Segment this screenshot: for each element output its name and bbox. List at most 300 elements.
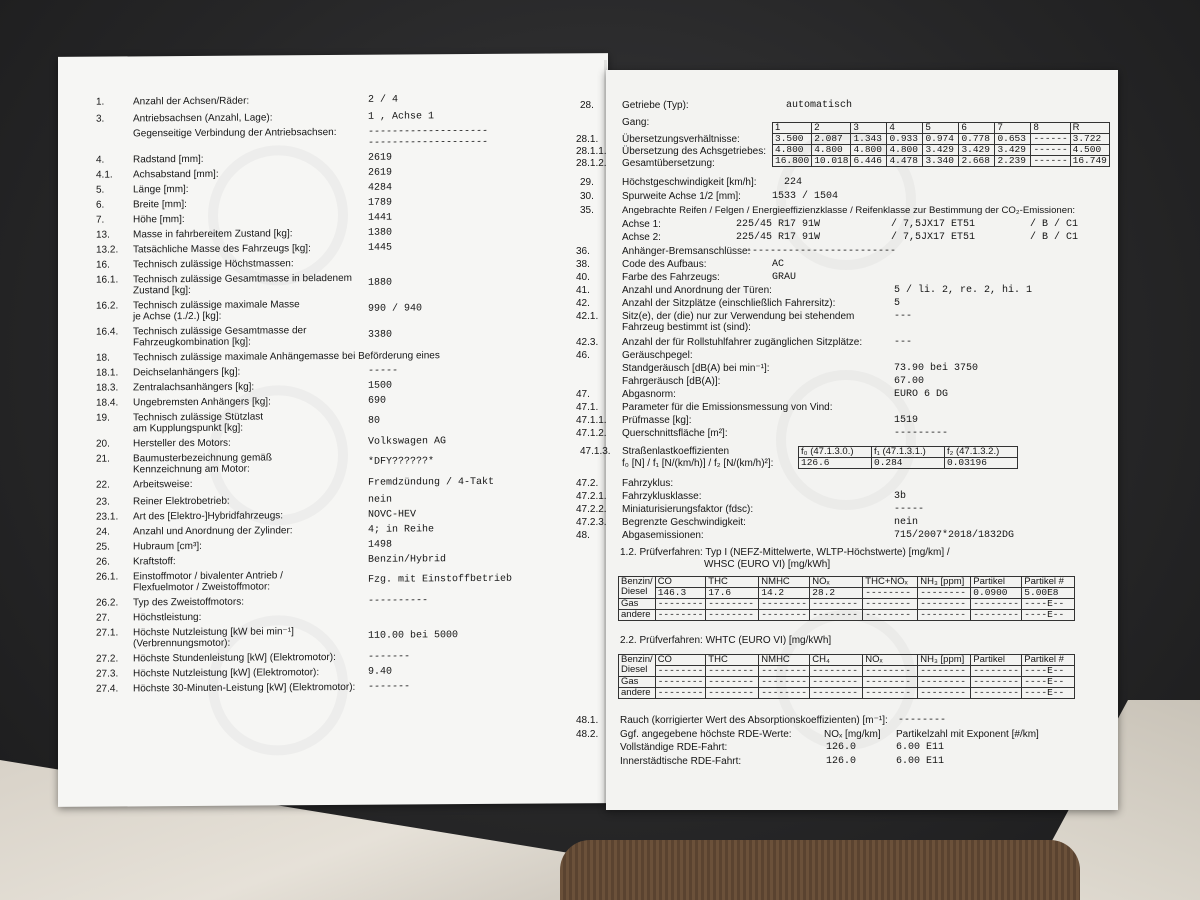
field-value: 67.00: [894, 376, 925, 387]
gear-header-cell: 2: [812, 123, 851, 134]
gear-cell: 2.239: [995, 156, 1031, 167]
achse1-rim: / 7,5JX17 ET51: [891, 219, 976, 230]
emissions-header-cell: CO: [655, 655, 706, 666]
emissions-header-cell: NMHC: [759, 577, 810, 588]
field-number: 27.1.: [96, 627, 119, 639]
rde-full-nox: 126.0: [826, 742, 857, 753]
emissions-cell: ----E--: [1022, 610, 1075, 621]
field-number: 23.1.: [96, 511, 119, 523]
field-number: 16.2.: [96, 300, 119, 312]
field-number: 36.: [576, 246, 590, 257]
field-label: Angebrachte Reifen / Felgen / Energieeffizienzklasse / Reifenklasse zur Bestimmung der CO₂-Emissionen:: [622, 205, 1076, 216]
emissions-cell: --------: [706, 677, 759, 688]
field-label: Anzahl der Achsen/Räder:: [133, 95, 250, 108]
field-label: Einstoffmotor / bivalenter Antrieb / Flexfuelmotor / Zweistoffmotor:: [133, 570, 283, 594]
gear-header-cell: 7: [995, 123, 1031, 134]
emissions-table-whtc: [618, 654, 1075, 699]
emissions-header-cell: Partikel #: [1022, 577, 1075, 588]
gear-cell: 3.429: [959, 145, 995, 156]
emissions-cell: --------: [863, 588, 918, 599]
field-number: 23.: [96, 496, 110, 508]
field-value: 80: [368, 415, 381, 427]
road-load-header: f₂ (47.1.3.2.): [945, 447, 1018, 458]
emissions-row: [619, 588, 1075, 599]
field-value: 4284: [368, 182, 393, 194]
field-value: 5 / li. 2, re. 2, hi. 1: [894, 285, 1033, 296]
gear-cell: 6.446: [851, 156, 887, 167]
field-value: ---: [894, 311, 913, 322]
field-label: Getriebe (Typ):: [622, 100, 689, 111]
achse2-class: / B / C1: [1030, 232, 1079, 243]
emissions-cell: 14.2: [759, 588, 810, 599]
emissions-cell: --------: [918, 666, 971, 677]
field-label: Hubraum [cm³]:: [133, 540, 202, 553]
field-value: 73.90 bei 3750: [894, 363, 979, 374]
emissions-header-cell: Partikel: [971, 655, 1022, 666]
field-number: 41.: [576, 285, 590, 296]
emissions-cell: --------: [810, 688, 863, 699]
emissions-cell: --------: [863, 610, 918, 621]
field-number: 47.2.: [576, 478, 599, 489]
emissions-header-cell: Partikel: [971, 577, 1022, 588]
gear-row: [773, 134, 1110, 145]
emissions-cell: --------: [706, 599, 759, 610]
field-label: Anzahl der Sitzplätze (einschließlich Fahrersitz):: [622, 298, 836, 309]
gear-header-cell: R: [1070, 123, 1109, 134]
emissions-cell: --------: [655, 610, 706, 621]
field-value: -------: [368, 681, 411, 693]
gear-header-cell: 5: [923, 123, 959, 134]
field-number: 47.1.: [576, 402, 599, 413]
achse2-tyre: 225/45 R17 91W: [736, 232, 821, 243]
emissions-cell: andere: [619, 688, 656, 699]
gear-cell: ------: [1031, 156, 1070, 167]
field-label: Länge [mm]:: [133, 184, 189, 196]
emissions-cell: --------: [971, 688, 1022, 699]
achse2-rim: / 7,5JX17 ET51: [891, 232, 976, 243]
field-value: 1533 / 1504: [772, 191, 839, 202]
gear-header-cell: 6: [959, 123, 995, 134]
emissions-cell: ----E--: [1022, 666, 1075, 677]
gear-cell: 16.749: [1070, 156, 1109, 167]
field-label: Miniaturisierungsfaktor (fdsc):: [622, 504, 754, 515]
field-label: Anzahl und Anordnung der Zylinder:: [133, 525, 293, 538]
rde-nox-header: NOₓ [mg/km]: [824, 729, 881, 740]
gear-cell: 0.933: [887, 134, 923, 145]
emissions-header-cell: THC+NOₓ: [863, 577, 918, 588]
gear-cell: 4.478: [887, 156, 923, 167]
field-label: Höchste Stundenleistung [kW] (Elektromotor):: [133, 651, 336, 665]
emissions-cell: --------: [655, 688, 706, 699]
field-number: 47.: [576, 389, 590, 400]
emissions-cell: --------: [863, 599, 918, 610]
field-value: NOVC-HEV: [368, 509, 417, 521]
field-value: 5: [894, 298, 901, 309]
emissions-cell: --------: [759, 688, 810, 699]
road-load-units: f₀ [N] / f₁ [N/(km/h)] / f₂ [N/(km/h)²]:: [622, 458, 774, 469]
field-number: 3.: [96, 113, 105, 125]
emissions-cell: --------: [655, 599, 706, 610]
emissions-header-cell: THC: [706, 577, 759, 588]
field-value: EURO 6 DG: [894, 389, 949, 400]
gear-cell: 3.500: [773, 134, 812, 145]
field-value: --------: [898, 715, 947, 726]
emissions-row: [619, 677, 1075, 688]
field-value: 1498: [368, 539, 393, 551]
emissions-cell: --------: [810, 677, 863, 688]
gang-label: Gang:: [622, 117, 650, 128]
field-number: 47.2.1.: [576, 491, 607, 502]
achse1-label: Achse 1:: [622, 219, 661, 230]
field-label: Technisch zulässige Gesamtmasse in beladenem Zustand [kg]:: [133, 272, 352, 297]
field-number: 16.1.: [96, 274, 119, 286]
gear-header-cell: 1: [773, 123, 812, 134]
field-number: 47.1.2.: [576, 428, 607, 439]
emissions-cell: andere: [619, 610, 656, 621]
rde-urban-pn: 6.00 E11: [896, 756, 945, 767]
emissions-row: [619, 610, 1075, 621]
gear-cell: 3.722: [1070, 134, 1109, 145]
field-value: -------------------- --------------------: [368, 125, 489, 149]
field-label: Parameter für die Emissionsmessung von Vind:: [622, 402, 833, 413]
emissions-cell: --------: [810, 599, 863, 610]
field-label: Antriebsachsen (Anzahl, Lage):: [133, 112, 273, 125]
gear-cell: 10.018: [812, 156, 851, 167]
field-number: 28.1.: [576, 134, 599, 145]
field-value: nein: [894, 517, 919, 528]
field-value: -------: [368, 651, 411, 663]
emissions-cell: --------: [759, 666, 810, 677]
field-number: 13.2.: [96, 244, 119, 256]
field-label: Art des [Elektro-]Hybridfahrzeugs:: [133, 510, 284, 523]
emissions-cell: 17.6: [706, 588, 759, 599]
field-value: 990 / 940: [368, 303, 423, 315]
field-number: 24.: [96, 526, 110, 538]
emissions-cell: --------: [810, 610, 863, 621]
field-number: 48.1.: [576, 715, 599, 726]
gear-cell: 1.343: [851, 134, 887, 145]
emissions-header-cell: Partikel #: [1022, 655, 1075, 666]
gear-cell: 4.800: [851, 145, 887, 156]
field-label: Gegenseitige Verbindung der Antriebsachsen:: [133, 126, 337, 140]
emissions-cell: --------: [863, 677, 918, 688]
field-value: 1 , Achse 1: [368, 111, 435, 123]
gear-row: [773, 145, 1110, 156]
field-value: automatisch: [786, 100, 853, 111]
emissions-cell: --------: [918, 610, 971, 621]
field-label: Übersetzungsverhältnisse:: [622, 134, 740, 145]
emissions-header-cell: THC: [706, 655, 759, 666]
field-number: 16.4.: [96, 326, 119, 338]
achse2-label: Achse 2:: [622, 232, 661, 243]
field-label: Fahrzyklus:: [622, 478, 674, 489]
field-value: ----------: [368, 595, 429, 607]
rde-full-pn: 6.00 E11: [896, 742, 945, 753]
road-load-value: 126.6: [799, 458, 872, 469]
emissions-header-row: [619, 655, 1075, 666]
road-load-value: 0.284: [872, 458, 945, 469]
field-label: Technisch zulässige Stützlast am Kupplungspunkt [kg]:: [133, 411, 264, 435]
gear-cell: 0.778: [959, 134, 995, 145]
test-procedure-2: 2.2. Prüfverfahren: WHTC (EURO VI) [mg/kWh]: [620, 635, 832, 646]
road-load-header: f₀ (47.1.3.0.): [799, 447, 872, 458]
emissions-cell: --------: [759, 610, 810, 621]
field-value: 1445: [368, 242, 393, 254]
gear-cell: 3.340: [923, 156, 959, 167]
field-label: Abgasemissionen:: [622, 530, 704, 541]
field-number: 46.: [576, 350, 590, 361]
field-number: 42.1.: [576, 311, 599, 322]
road-load-value-row: [799, 458, 1018, 469]
field-label: Höchstleistung:: [133, 611, 202, 624]
emissions-cell: --------: [918, 599, 971, 610]
field-label: Gesamtübersetzung:: [622, 158, 715, 169]
field-number: 22.: [96, 479, 110, 491]
field-number: 28.: [580, 100, 594, 111]
field-value: 1441: [368, 212, 393, 224]
field-label: Technisch zulässige maximale Masse je Achse (1./2.) [kg]:: [133, 299, 300, 323]
field-value: 3b: [894, 491, 907, 502]
gear-header-cell: 8: [1031, 123, 1070, 134]
field-label: Sitz(e), der (die) nur zur Verwendung bei stehendem Fahrzeug bestimmt ist (sind):: [622, 311, 855, 333]
field-value: ---------: [894, 428, 949, 439]
gear-cell: 16.800: [773, 156, 812, 167]
field-number: 18.4.: [96, 397, 119, 409]
field-number: 27.2.: [96, 653, 119, 665]
field-number: 21.: [96, 453, 110, 465]
field-value: -------------------------: [746, 246, 897, 257]
gear-cell: 0.653: [995, 134, 1031, 145]
field-value: Fzg. mit Einstoffbetrieb: [368, 573, 513, 586]
emissions-cell: --------: [706, 610, 759, 621]
field-label: Prüfmasse [kg]:: [622, 415, 692, 426]
gear-ratio-table: [772, 122, 1110, 167]
field-label: Achsabstand [mm]:: [133, 168, 219, 181]
road-load-header: f₁ (47.1.3.1.): [872, 447, 945, 458]
emissions-cell: --------: [759, 677, 810, 688]
rde-urban-nox: 126.0: [826, 756, 857, 767]
achse1-tyre: 225/45 R17 91W: [736, 219, 821, 230]
field-value: 2 / 4: [368, 94, 399, 106]
field-label: Höchste Nutzleistung [kW] (Elektromotor):: [133, 667, 320, 680]
field-label: Hersteller des Motors:: [133, 437, 231, 450]
field-number: 38.: [576, 259, 590, 270]
field-label: Kraftstoff:: [133, 556, 176, 568]
field-value: -----: [368, 365, 399, 377]
emissions-cell: --------: [863, 666, 918, 677]
field-number: 18.1.: [96, 367, 119, 379]
field-label: Höhe [mm]:: [133, 214, 185, 226]
field-label: Technisch zulässige maximale Anhängemasse bei Beförderung eines: [133, 350, 440, 364]
field-number: 6.: [96, 199, 105, 211]
field-number: 27.: [96, 612, 110, 624]
emissions-header-cell: NOₓ: [863, 655, 918, 666]
emissions-header-cell: NMHC: [759, 655, 810, 666]
road-load-value: 0.03196: [945, 458, 1018, 469]
emissions-cell: Gas: [619, 599, 656, 610]
rug: [560, 840, 1080, 900]
field-label: Begrenzte Geschwindigkeit:: [622, 517, 746, 528]
field-label: Anzahl der für Rollstuhlfahrer zugänglichen Sitzplätze:: [622, 337, 863, 348]
field-label: Geräuschpegel:: [622, 350, 693, 361]
rde-pn-header: Partikelzahl mit Exponent [#/km]: [896, 729, 1039, 740]
gear-cell: 3.429: [995, 145, 1031, 156]
field-value: 690: [368, 395, 387, 407]
emissions-cell: --------: [706, 688, 759, 699]
field-label: Übersetzung des Achsgetriebes:: [622, 146, 766, 157]
field-number: 1.: [96, 96, 105, 108]
gear-cell: ------: [1031, 145, 1070, 156]
document-page-left: [58, 53, 608, 807]
document-page-right: [576, 70, 1118, 810]
field-label: Reiner Elektrobetrieb:: [133, 495, 230, 508]
gear-cell: 2.087: [812, 134, 851, 145]
field-value: -----: [894, 504, 925, 515]
emissions-header-cell: NOₓ: [810, 577, 863, 588]
field-value: Volkswagen AG: [368, 436, 447, 448]
field-label: Breite [mm]:: [133, 199, 187, 211]
test-procedure-1: 1.2. Prüfverfahren: Typ I (NEFZ-Mittelwerte, WLTP-Höchstwerte) [mg/km] /: [620, 547, 950, 558]
field-label: Rauch (korrigierter Wert des Absorptionskoeffizienten) [m⁻¹]:: [620, 715, 888, 726]
field-label: Radstand [mm]:: [133, 153, 204, 166]
emissions-header-cell: CH₄: [810, 655, 863, 666]
field-number: 28.1.1.: [576, 146, 607, 157]
field-number: 48.: [576, 530, 590, 541]
field-number: 47.1.3.: [580, 446, 611, 457]
emissions-row: [619, 688, 1075, 699]
emissions-cell: 0.0900: [971, 588, 1022, 599]
field-number: 48.2.: [576, 729, 599, 740]
field-number: 7.: [96, 214, 105, 226]
field-label: Ungebremsten Anhängers [kg]:: [133, 396, 271, 409]
field-label: Technisch zulässige Gesamtmasse der Fahrzeugkombination [kg]:: [133, 325, 307, 349]
field-value: 9.40: [368, 666, 393, 678]
emissions-header-cell: NH₃ [ppm]: [918, 577, 971, 588]
road-load-header-row: [799, 447, 1018, 458]
field-value: 224: [784, 177, 803, 188]
field-value: 1500: [368, 380, 393, 392]
field-label: Deichselanhängers [kg]:: [133, 366, 241, 379]
field-number: 28.1.2.: [576, 158, 607, 169]
field-label: Zentralachsanhängers [kg]:: [133, 381, 255, 394]
emissions-header-cell: CO: [655, 577, 706, 588]
field-label: Höchstgeschwindigkeit [km/h]:: [622, 177, 757, 188]
gear-row: [773, 156, 1110, 167]
field-number: 4.: [96, 154, 105, 166]
field-number: 29.: [580, 177, 594, 188]
field-number: 20.: [96, 438, 110, 450]
field-number: 27.3.: [96, 668, 119, 680]
emissions-cell: --------: [810, 666, 863, 677]
gear-cell: ------: [1031, 134, 1070, 145]
field-value: 1380: [368, 227, 393, 239]
emissions-cell: --------: [971, 610, 1022, 621]
field-value: 4; in Reihe: [368, 524, 435, 536]
road-load-table: [798, 446, 1018, 469]
field-label: Code des Aufbaus:: [622, 259, 707, 270]
emissions-cell: --------: [918, 688, 971, 699]
emissions-cell: ----E--: [1022, 677, 1075, 688]
field-number: 13.: [96, 229, 110, 241]
field-label: Tatsächliche Masse des Fahrzeugs [kg]:: [133, 243, 311, 256]
emissions-cell: --------: [655, 666, 706, 677]
emissions-cell: --------: [655, 677, 706, 688]
emissions-cell: --------: [971, 677, 1022, 688]
emissions-cell: --------: [706, 666, 759, 677]
gear-cell: 4.800: [887, 145, 923, 156]
emissions-cell: Gas: [619, 677, 656, 688]
field-number: 42.3.: [576, 337, 599, 348]
field-number: 47.1.1.: [576, 415, 607, 426]
field-number: 30.: [580, 191, 594, 202]
gear-cell: 2.668: [959, 156, 995, 167]
field-number: 47.2.3.: [576, 517, 607, 528]
gear-header-cell: 4: [887, 123, 923, 134]
field-label: Standgeräusch [dB(A) bei min⁻¹]:: [622, 363, 770, 374]
field-label: Abgasnorm:: [622, 389, 676, 400]
field-label: Anzahl und Anordnung der Türen:: [622, 285, 772, 296]
field-label: Anhänger-Bremsanschlüsse:: [622, 246, 751, 257]
emissions-header-cell: NH₃ [ppm]: [918, 655, 971, 666]
field-number: 25.: [96, 541, 110, 553]
field-label: Masse in fahrbereitem Zustand [kg]:: [133, 228, 293, 241]
emissions-cell: 146.3: [655, 588, 706, 599]
emissions-cell: --------: [918, 588, 971, 599]
emissions-cell: --------: [971, 666, 1022, 677]
field-label: Arbeitsweise:: [133, 478, 193, 491]
field-number: 42.: [576, 298, 590, 309]
emissions-header-cell: Benzin/ Diesel: [619, 577, 656, 599]
rde-full-label: Vollständige RDE-Fahrt:: [620, 742, 728, 753]
emissions-row: [619, 599, 1075, 610]
field-number: 18.3.: [96, 382, 119, 394]
field-value: 2619: [368, 152, 393, 164]
field-value: GRAU: [772, 272, 797, 283]
gear-header-cell: 3: [851, 123, 887, 134]
field-label: Technisch zulässige Höchstmassen:: [133, 258, 294, 271]
gear-cell: 0.974: [923, 134, 959, 145]
achse1-class: / B / C1: [1030, 219, 1079, 230]
emissions-cell: --------: [759, 599, 810, 610]
field-value: 2619: [368, 167, 393, 179]
field-value: *DFY??????*: [368, 456, 435, 468]
field-number: 4.1.: [96, 169, 113, 181]
field-label: Farbe des Fahrzeugs:: [622, 272, 720, 283]
emissions-row: [619, 666, 1075, 677]
field-label: Fahrzyklusklasse:: [622, 491, 702, 502]
emissions-cell: ----E--: [1022, 688, 1075, 699]
field-number: 18.: [96, 352, 110, 364]
field-number: 26.1.: [96, 571, 119, 583]
rde-urban-label: Innerstädtische RDE-Fahrt:: [620, 756, 742, 767]
gear-header-row: [773, 123, 1110, 134]
emissions-cell: ----E--: [1022, 599, 1075, 610]
field-label: Spurweite Achse 1/2 [mm]:: [622, 191, 741, 202]
field-number: 19.: [96, 412, 110, 424]
test-procedure-1b: WHSC (EURO VI) [mg/kWh]: [704, 559, 831, 570]
gear-cell: 4.800: [773, 145, 812, 156]
field-label: Fahrgeräusch [dB(A)]:: [622, 376, 721, 387]
emissions-cell: --------: [918, 677, 971, 688]
field-value: Fremdzündung / 4-Takt: [368, 476, 495, 489]
field-label: Typ des Zweistoffmotors:: [133, 596, 244, 609]
field-number: 26.: [96, 556, 110, 568]
field-number: 35.: [580, 205, 594, 216]
emissions-table-type1: [618, 576, 1075, 621]
emissions-cell: 5.00E8: [1022, 588, 1075, 599]
field-value: 1789: [368, 197, 393, 209]
field-value: Benzin/Hybrid: [368, 554, 447, 566]
